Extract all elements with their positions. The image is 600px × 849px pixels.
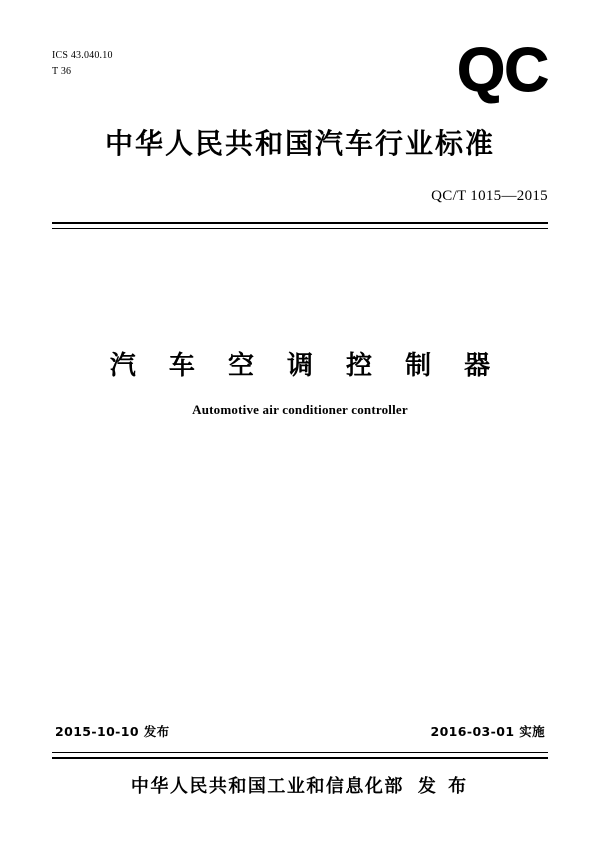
publish-verb: 发 布 [417,776,470,797]
divider-top-thick [52,222,548,224]
publisher-line [0,772,600,798]
document-title-chinese: 汽 车 空 调 控 制 器 [109,351,503,381]
issuing-authority-title: 中华人民共和国汽车行业标准 [104,127,495,160]
ics-code: ICS 43.040.10 [52,50,113,61]
qc-logo: QC [457,36,548,105]
effective-date: 2016-03-01 实施 [430,724,545,739]
ics-classification-block [52,48,113,79]
divider-top-thin [52,228,548,229]
classification-code: T 36 [52,65,72,77]
issue-date: 2015-10-10 发布 [55,724,170,739]
divider-bottom-thick [52,757,548,759]
publisher-name: 中华人民共和国工业和信息化部 [130,776,404,797]
divider-bottom-thin [52,752,548,753]
standard-number: QC/T 1015—2015 [431,188,548,204]
document-title-english: Automotive air conditioner controller [192,402,408,417]
